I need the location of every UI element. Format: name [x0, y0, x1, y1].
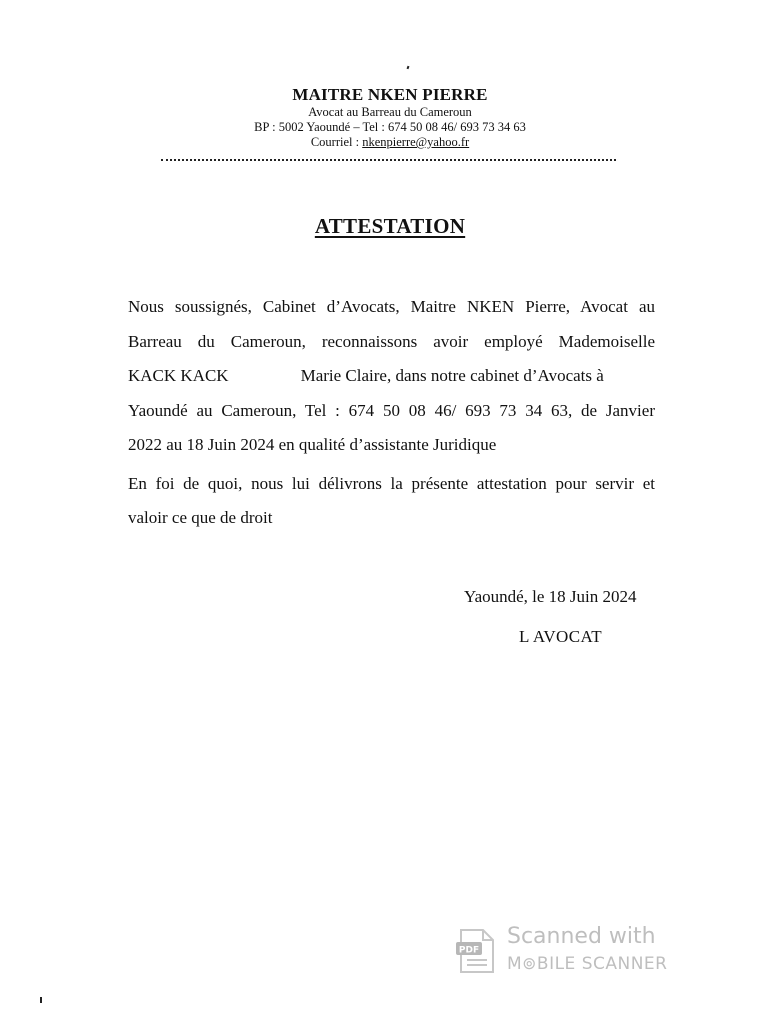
attestation-body [128, 290, 655, 536]
signature-title: L AVOCAT [519, 627, 603, 646]
scanner-watermark [455, 922, 695, 982]
signature-place-date: Yaoundé, le 18 Juin 2024 [464, 587, 637, 606]
pdf-icon-label: PDF [458, 945, 480, 956]
document-title: ATTESTATION [314, 214, 466, 238]
scan-mark [40, 997, 42, 1003]
employee-given-name-line: Marie Claire, dans notre cabinet d’Avocats à [300, 366, 604, 385]
paragraph-1-line-1: Nous soussignés, Cabinet d’Avocats, Maitre NKEN Pierre, Avocat au [128, 297, 655, 316]
email-label: Courriel : [310, 135, 363, 149]
email-address: nkenpierre@yahoo.fr [362, 135, 470, 149]
paragraph-1-line-2: Barreau du Cameroun, reconnaissons avoir employé Mademoiselle [128, 331, 655, 351]
paragraph-2-line-1: En foi de quoi, nous lui délivrons la présente attestation pour servir et [128, 473, 655, 493]
paragraph-1-line-5: 2022 au 18 Juin 2024 en qualité d’assistante Juridique [128, 435, 497, 454]
watermark-line-2: M⊚BILE SCANNER [507, 954, 668, 974]
pdf-file-icon [455, 928, 499, 974]
lawyer-contact: BP : 5002 Yaoundé – Tel : 674 50 08 46/ 693 73 34 63 [254, 120, 526, 134]
lawyer-email-line [160, 135, 620, 150]
lawyer-subtitle: Avocat au Barreau du Cameroun [308, 105, 472, 119]
employee-surname: KACK KACK [128, 366, 229, 385]
paragraph-1-line-3 [128, 359, 655, 394]
paragraph-2-line-2: valoir ce que de droit [128, 508, 273, 527]
paragraph-1-line-4: Yaoundé au Cameroun, Tel : 674 50 08 46/ 693 73 34 63, de Janvier [128, 400, 655, 420]
lawyer-name: MAITRE NKEN PIERRE [292, 85, 488, 104]
header-divider [161, 159, 616, 161]
watermark-line-1: Scanned with [507, 924, 656, 949]
letterhead [160, 84, 620, 150]
scan-speck [407, 66, 410, 70]
